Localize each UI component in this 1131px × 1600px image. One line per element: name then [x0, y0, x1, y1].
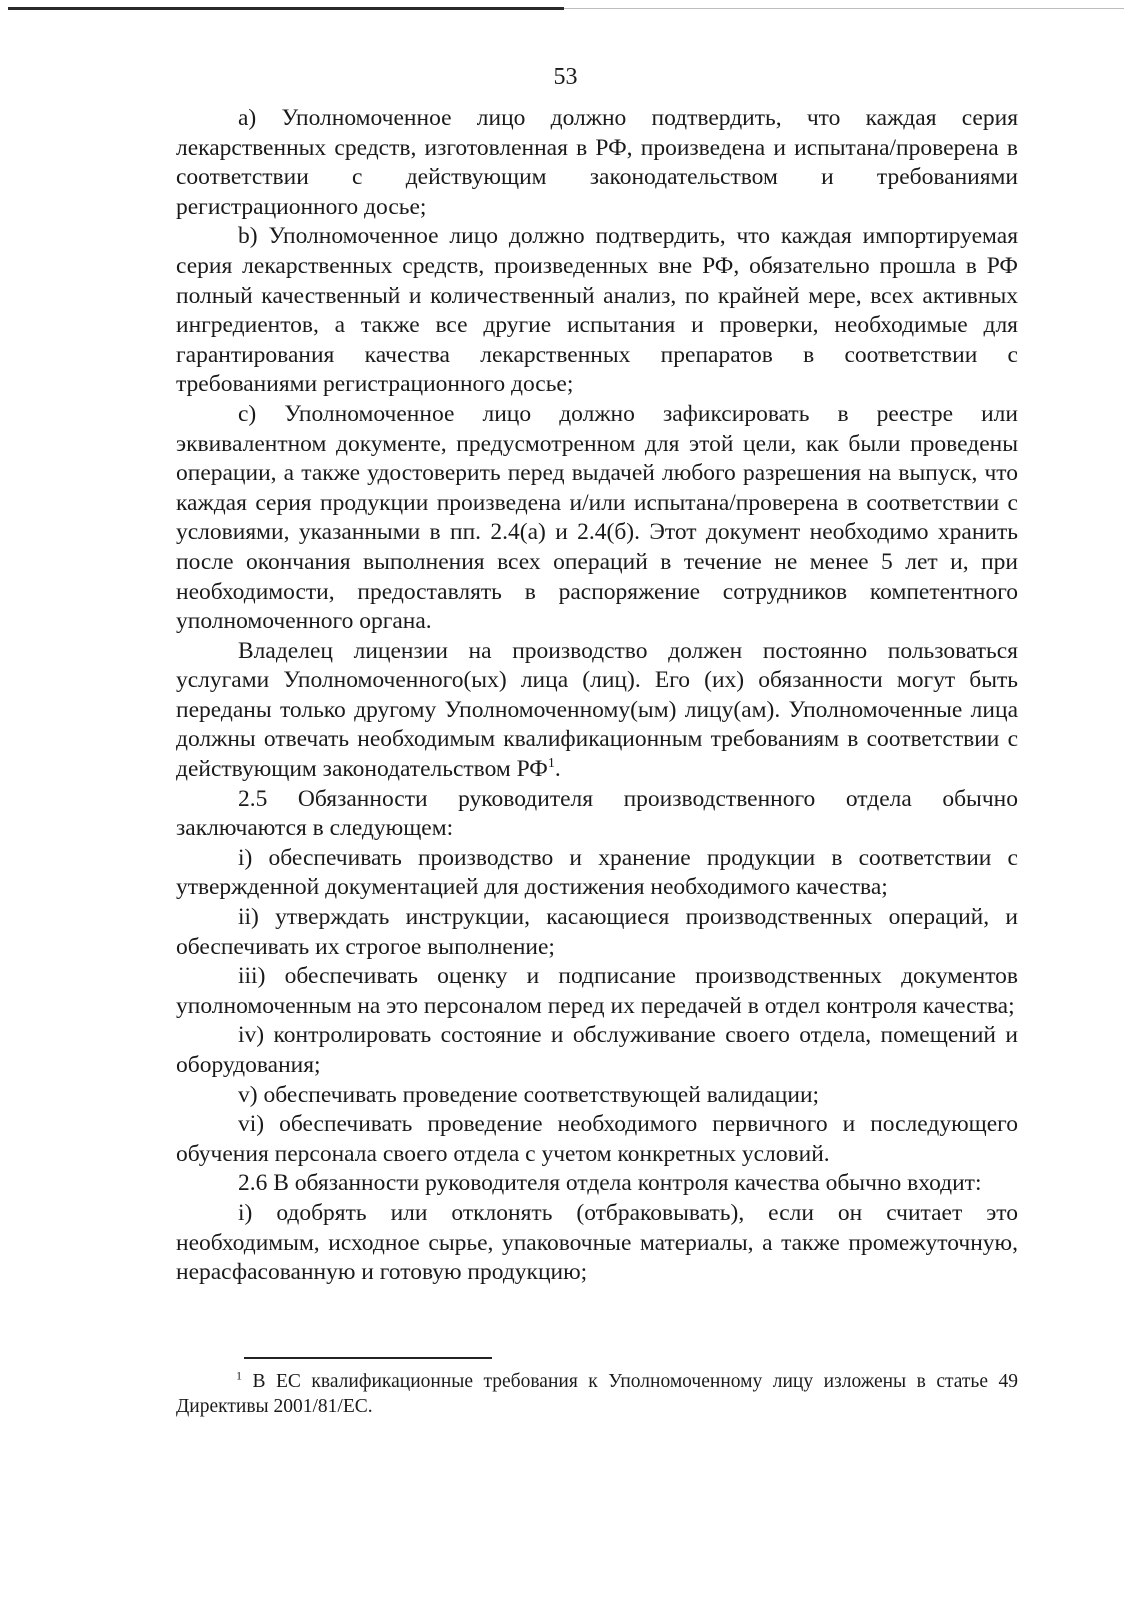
paragraph-2-5-iv: iv) контролировать состояние и обслуживание своего отдела, помещений и оборудования; — [176, 1022, 1018, 1078]
paragraph-2-5-vi: vi) обеспечивать проведение необходимого первичного и последующего обучения персонала своего отдела с учетом конкретных условий. — [176, 1111, 1018, 1167]
paragraph-end-period: . — [554, 756, 561, 783]
paragraph-c: с) Уполномоченное лицо должно зафиксировать в реестре или эквивалентном документе, предусмотренном для этой цели, как были проведены операции, а также удостоверить перед выдачей любого разрешения на выпуск, что каждая серия продукции произведена и/или испытана/проверена в соответствии с условиями, указанными в пп. 2.4(а) и 2.4(б). Этот документ необходимо хранить после окончания выполнения всех операций в течение не менее 5 лет и, при необходимости, предоставлять в распоряжение сотрудников компетентного уполномоченного органа. — [176, 400, 1018, 635]
paragraph-a: а) Уполномоченное лицо должно подтвердить, что каждая серия лекарственных средств, изготовленная в РФ, произведена и испытана/проверена в соответствии с действующим законодательством и требованиями регистрационного досье; — [176, 105, 1018, 220]
paragraph-license-holder-text: Владелец лицензии на производство должен постоянно пользоваться услугами Уполномоченного(ых) лица (лиц). Его (их) обязанности могут быть переданы только другому Уполномоченному(ым) лицу(ам). Уполномоченные лица должны отвечать необходимым квалификационным требованиям в соответствии с действующим законодательством РФ — [176, 637, 1018, 783]
document-body — [176, 104, 1018, 1288]
paragraph-2-5-iii: iii) обеспечивать оценку и подписание производственных документов уполномоченным на это персоналом перед их передачей в отдел контроля качества; — [176, 963, 1018, 1019]
paragraph-2-5-v: v) обеспечивать проведение соответствующей валидации; — [238, 1081, 820, 1108]
paragraph-2-5-ii: ii) утверждать инструкции, касающиеся производственных операций, и обеспечивать их строгое выполнение; — [176, 904, 1018, 960]
footnote-marker: 1 — [236, 1368, 242, 1383]
paragraph-2-5: 2.5 Обязанности руководителя производственного отдела обычно заключаются в следующем: — [176, 785, 1018, 842]
top-border-line — [8, 7, 564, 10]
paragraph-b: b) Уполномоченное лицо должно подтвердить, что каждая импортируемая серия лекарственных средств, произведенных вне РФ, обязательно прошла в РФ полный качественный и количественный анализ, по крайней мере, всех активных ингредиентов, а также все другие испытания и проверки, необходимые для гарантирования качества лекарственных препаратов в соответствии с требованиями регистрационного досье; — [176, 223, 1018, 398]
paragraph-2-5-i: i) обеспечивать производство и хранение продукции в соответствии с утвержденной документацией для достижения необходимого качества; — [176, 844, 1018, 901]
top-border-line-faint — [564, 8, 1124, 9]
paragraph-license-holder — [176, 637, 1018, 785]
page-number: 53 — [553, 64, 578, 90]
paragraph-2-6: 2.6 В обязанности руководителя отдела контроля качества обычно входит: — [238, 1170, 982, 1197]
footnote-separator — [244, 1357, 492, 1359]
paragraph-2-6-i: i) одобрять или отклонять (отбраковывать), если он считает это необходимым, исходное сырье, упаковочные материалы, а также промежуточную, нерасфасованную и готовую продукцию; — [176, 1199, 1018, 1286]
footnote — [176, 1370, 1018, 1419]
footnote-text: В ЕС квалификационные требования к Уполномоченному лицу изложены в статье 49 Директивы 2001/81/ЕС. — [176, 1371, 1018, 1417]
footnote-reference: 1 — [547, 756, 555, 772]
